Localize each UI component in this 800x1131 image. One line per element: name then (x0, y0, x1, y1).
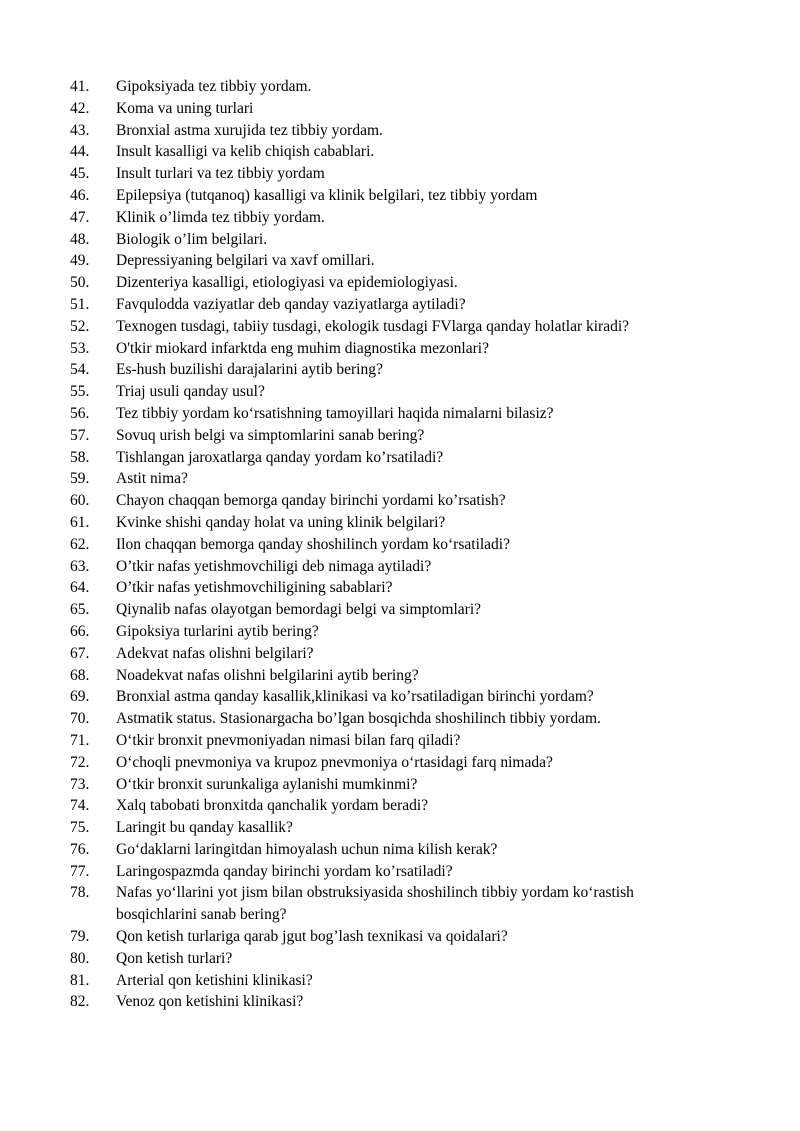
list-item (0, 98, 800, 120)
item-text: Insult kasalligi va kelib chiqish cabablari. (116, 143, 375, 161)
item-text: O’tkir nafas yetishmovchiligi deb nimaga aytiladi? (116, 557, 432, 575)
item-number (0, 795, 116, 817)
item-number-label: 62. (70, 535, 90, 553)
item-number-label: 60. (70, 492, 90, 510)
item-text: Gipoksiyada tez tibbiy yordam. (116, 78, 312, 95)
item-number-label: 61. (70, 513, 90, 531)
list-item (0, 752, 800, 774)
item-number-label: 73. (70, 775, 90, 793)
item-text: O‘tkir bronxit surunkaliga aylanishi mumkinmi? (116, 775, 418, 793)
item-number (0, 926, 116, 948)
item-number-label: 79. (70, 928, 90, 946)
item-text: Dizenteriya kasalligi, etiologiyasi va epidemiologiyasi. (116, 274, 458, 292)
item-number (0, 76, 116, 98)
item-number (0, 752, 116, 774)
item-text: Go‘daklarni laringitdan himoyalash uchun nima kilish kerak? (116, 840, 498, 858)
list-item (0, 861, 800, 883)
item-number-label: 43. (70, 121, 90, 139)
item-text: Favqulodda vaziyatlar deb qanday vaziyatlarga aytiladi? (116, 295, 466, 313)
list-item (0, 534, 800, 556)
item-number (0, 817, 116, 839)
item-number-label: 45. (70, 165, 90, 183)
item-number-label: 50. (70, 274, 90, 292)
list-item (0, 490, 800, 512)
item-text: Sovuq urish belgi va simptomlarini sanab bering? (116, 426, 425, 444)
list-item (0, 185, 800, 207)
item-text: Venoz qon ketishini klinikasi? (116, 993, 304, 1011)
list-item (0, 229, 800, 251)
list-item (0, 882, 800, 926)
item-number (0, 686, 116, 708)
list-item (0, 120, 800, 142)
item-number (0, 447, 116, 469)
item-number (0, 250, 116, 272)
item-text: Qon ketish turlari? (116, 949, 233, 967)
list-item (0, 512, 800, 534)
item-number (0, 490, 116, 512)
item-number-label: 64. (70, 579, 90, 597)
item-number-label: 52. (70, 317, 90, 335)
item-text: Chayon chaqqan bemorga qanday birinchi yordami ko’rsatish? (116, 492, 506, 510)
list-item (0, 817, 800, 839)
item-number-label: 74. (70, 797, 90, 815)
item-text: Adekvat nafas olishni belgilari? (116, 644, 314, 662)
question-list (0, 76, 800, 1013)
item-number (0, 512, 116, 534)
item-number (0, 882, 116, 904)
item-number (0, 970, 116, 992)
item-number-label: 44. (70, 143, 90, 161)
item-number-label: 77. (70, 862, 90, 880)
item-number (0, 316, 116, 338)
list-item (0, 447, 800, 469)
item-text: Ilon chaqqan bemorga qanday shoshilinch yordam ko‘rsatiladi? (116, 535, 510, 553)
item-number-label: 82. (70, 993, 90, 1011)
item-text: Epilepsiya (tutqanoq) kasalligi va klinik belgilari, tez tibbiy yordam (116, 186, 538, 204)
item-text: Bronxial astma qanday kasallik,klinikasi va ko’rsatiladigan birinchi yordam? (116, 688, 594, 706)
list-item (0, 926, 800, 948)
item-number-label: 69. (70, 688, 90, 706)
list-item (0, 665, 800, 687)
list-item (0, 730, 800, 752)
list-item (0, 991, 800, 1013)
item-number (0, 207, 116, 229)
list-item (0, 359, 800, 381)
list-item (0, 163, 800, 185)
item-number (0, 468, 116, 490)
list-item (0, 207, 800, 229)
list-item (0, 76, 800, 98)
item-number-label: 71. (70, 731, 90, 749)
item-number-label: 42. (70, 99, 90, 117)
item-text: O'tkir miokard infarktda eng muhim diagnostika mezonlari? (116, 339, 489, 357)
item-number (0, 272, 116, 294)
item-text: O’tkir nafas yetishmovchiligining sabablari? (116, 579, 393, 597)
item-text: Tishlangan jaroxatlarga qanday yordam ko’rsatiladi? (116, 448, 444, 466)
item-number (0, 774, 116, 796)
list-item (0, 795, 800, 817)
item-number (0, 577, 116, 599)
item-number (0, 556, 116, 578)
item-number-label: 67. (70, 644, 90, 662)
list-item (0, 468, 800, 490)
item-text: Xalq tabobati bronxitda qanchalik yordam beradi? (116, 797, 429, 815)
item-number-label: 55. (70, 383, 90, 401)
item-text: Texnogen tusdagi, tabiiy tusdagi, ekologik tusdagi FVlarga qanday holatlar kiradi? (116, 317, 630, 335)
item-number (0, 185, 116, 207)
list-item (0, 686, 800, 708)
item-number (0, 839, 116, 861)
item-number-label: 53. (70, 339, 90, 357)
list-item (0, 272, 800, 294)
item-text: Laringospazmda qanday birinchi yordam ko’rsatiladi? (116, 862, 453, 880)
item-number (0, 294, 116, 316)
list-item (0, 294, 800, 316)
item-number-label: 81. (70, 971, 90, 989)
item-number (0, 425, 116, 447)
item-number-label: 41. (70, 78, 90, 95)
item-text: Qiynalib nafas olayotgan bemordagi belgi va simptomlari? (116, 601, 482, 619)
item-number-label: 51. (70, 295, 90, 313)
item-number-label: 57. (70, 426, 90, 444)
item-number-label: 63. (70, 557, 90, 575)
item-text: Nafas yo‘llarini yot jism bilan obstruksiyasida shoshilinch tibbiy yordam ko‘rastish bosqichlarini sanab bering? (116, 884, 634, 924)
item-number-label: 59. (70, 470, 90, 488)
item-text: Astmatik status. Stasionargacha bo’lgan bosqichda shoshilinch tibbiy yordam. (116, 710, 601, 728)
item-number (0, 861, 116, 883)
item-number (0, 643, 116, 665)
item-number-label: 54. (70, 361, 90, 379)
list-item (0, 839, 800, 861)
item-number (0, 730, 116, 752)
item-number-label: 75. (70, 819, 90, 837)
item-number-label: 68. (70, 666, 90, 684)
item-text: Depressiyaning belgilari va xavf omillari. (116, 252, 375, 270)
item-text: Laringit bu qanday kasallik? (116, 819, 293, 837)
item-text: Es-hush buzilishi darajalarini aytib bering? (116, 361, 383, 379)
item-number (0, 991, 116, 1013)
item-number-label: 49. (70, 252, 90, 270)
item-number-label: 76. (70, 840, 90, 858)
list-item (0, 948, 800, 970)
item-number (0, 534, 116, 556)
item-number (0, 141, 116, 163)
item-text: Qon ketish turlariga qarab jgut bog’lash texnikasi va qoidalari? (116, 928, 508, 946)
list-item (0, 556, 800, 578)
item-number (0, 163, 116, 185)
item-number-label: 78. (70, 884, 90, 902)
list-item (0, 338, 800, 360)
item-text: Noadekvat nafas olishni belgilarini aytib bering? (116, 666, 419, 684)
item-number (0, 229, 116, 251)
item-number-label: 70. (70, 710, 90, 728)
list-item (0, 643, 800, 665)
list-item (0, 708, 800, 730)
item-text: Astit nima? (116, 470, 188, 488)
list-item (0, 577, 800, 599)
item-number-label: 48. (70, 230, 90, 248)
item-number (0, 403, 116, 425)
item-number-label: 47. (70, 208, 90, 226)
item-number (0, 708, 116, 730)
item-text: Tez tibbiy yordam ko‘rsatishning tamoyillari haqida nimalarni bilasiz? (116, 404, 554, 422)
item-number (0, 98, 116, 120)
item-number (0, 621, 116, 643)
item-number (0, 948, 116, 970)
item-text: O‘tkir bronxit pnevmoniyadan nimasi bilan farq qiladi? (116, 731, 461, 749)
list-item (0, 621, 800, 643)
item-text: O‘choqli pnevmoniya va krupoz pnevmoniya o‘rtasidagi farq nimada? (116, 753, 553, 771)
item-text: Insult turlari va tez tibbiy yordam (116, 165, 325, 183)
item-number (0, 120, 116, 142)
item-text: Biologik o’lim belgilari. (116, 230, 268, 248)
list-item (0, 599, 800, 621)
item-number-label: 46. (70, 186, 90, 204)
list-item (0, 141, 800, 163)
item-text: Triaj usuli qanday usul? (116, 383, 265, 401)
list-item (0, 403, 800, 425)
list-item (0, 774, 800, 796)
item-number (0, 599, 116, 621)
item-text: Bronxial astma xurujida tez tibbiy yordam. (116, 121, 383, 139)
item-number-label: 66. (70, 622, 90, 640)
list-item (0, 381, 800, 403)
item-number (0, 381, 116, 403)
list-item (0, 250, 800, 272)
item-number (0, 665, 116, 687)
item-text: Arterial qon ketishini klinikasi? (116, 971, 313, 989)
item-text: Kvinke shishi qanday holat va uning klinik belgilari? (116, 513, 446, 531)
list-item (0, 316, 800, 338)
list-item (0, 970, 800, 992)
item-number (0, 359, 116, 381)
item-number-label: 58. (70, 448, 90, 466)
item-text: Koma va uning turlari (116, 99, 254, 117)
list-item (0, 425, 800, 447)
item-number (0, 338, 116, 360)
item-number-label: 80. (70, 949, 90, 967)
item-text: Klinik o’limda tez tibbiy yordam. (116, 208, 325, 226)
item-number-label: 56. (70, 404, 90, 422)
item-number-label: 65. (70, 601, 90, 619)
item-text: Gipoksiya turlarini aytib bering? (116, 622, 319, 640)
item-number-label: 72. (70, 753, 90, 771)
